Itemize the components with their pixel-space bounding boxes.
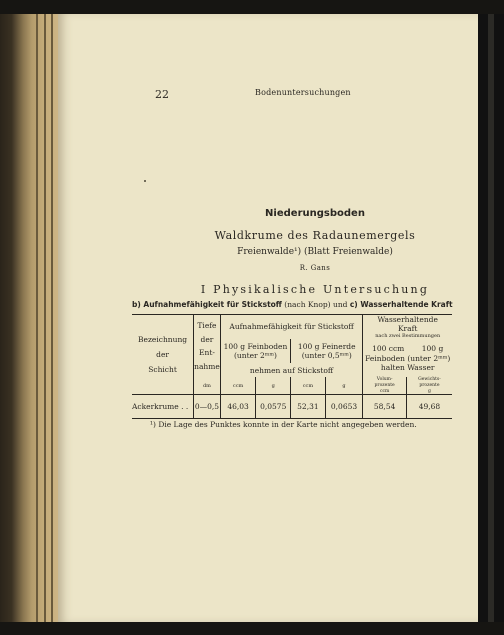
header-aufnahme: Aufnahmefähigkeit für Stickstoff xyxy=(220,315,363,340)
page-edge-line xyxy=(44,14,46,622)
section-heading: Niederungsboden xyxy=(265,208,365,219)
footnote: ¹) Die Lage des Punktes konnte in der Karte nicht angegeben werden. xyxy=(150,420,417,429)
header-nehmen: nehmen auf Stickstoff xyxy=(220,363,363,377)
subtitle-b: b) Aufnahmefähigkeit für Stickstoff xyxy=(132,300,282,309)
page-edge-line xyxy=(51,14,53,622)
subtitle-b-rest: (nach Knop) und xyxy=(284,300,348,309)
header-tiefe: Tiefe der Ent- nahme xyxy=(194,315,221,378)
cell-gewichtsprozente: 49,68 xyxy=(406,395,452,419)
book-page-stack xyxy=(0,14,58,622)
right-margin xyxy=(478,14,504,622)
running-title: Bodenuntersuchungen xyxy=(255,88,351,97)
header-wasser-detail: 100 ccm 100 g Feinboden (unter 2ᵐᵐ) halten Wasser xyxy=(363,339,452,377)
right-edge-strip xyxy=(488,14,494,622)
cell-feinerde-ccm: 52,31 xyxy=(291,395,326,419)
unit-ccm-2: ccm xyxy=(291,377,326,394)
author-line: R. Gans xyxy=(299,264,331,272)
header-feinerde: 100 g Feinerde (unter 0,5ᵐᵐ) xyxy=(291,339,363,363)
unit-g-2: g xyxy=(325,377,363,394)
cell-feinerde-g: 0,0653 xyxy=(325,395,363,419)
part-heading: I Physikalische Untersuchung xyxy=(200,283,430,296)
speck xyxy=(144,180,146,182)
cell-volumprozente: 58,54 xyxy=(363,395,407,419)
unit-dm: dm xyxy=(194,377,221,394)
header-wasser: Wasserhaltende Kraft nach zwei Bestimmungen xyxy=(363,315,452,340)
subtitle-c: c) Wasserhaltende Kraft xyxy=(349,300,453,309)
unit-g-1: g xyxy=(256,377,291,394)
header-volumprozente: Volum- prozente ccm xyxy=(363,377,407,394)
table-subtitle xyxy=(132,300,472,309)
data-table xyxy=(132,314,452,419)
table-row xyxy=(132,395,452,419)
soil-title: Waldkrume des Radaunemergels xyxy=(214,229,416,242)
header-bezeichnung: Bezeichnung der Schicht xyxy=(132,315,194,395)
header-feinboden: 100 g Feinboden (unter 2ᵐᵐ) xyxy=(220,339,290,363)
cell-tiefe: 0—0,5 xyxy=(194,395,221,419)
cell-feinboden-ccm: 46,03 xyxy=(220,395,256,419)
page-number: 22 xyxy=(155,88,169,101)
location-line: Freienwalde¹) (Blatt Freienwalde) xyxy=(237,247,393,257)
unit-ccm-1: ccm xyxy=(220,377,256,394)
cell-feinboden-g: 0,0575 xyxy=(256,395,291,419)
cell-name: Ackerkrume . . xyxy=(132,395,194,419)
page-edge-line xyxy=(36,14,38,622)
header-gewichtsprozente: Gewichts- prozente g xyxy=(406,377,452,394)
